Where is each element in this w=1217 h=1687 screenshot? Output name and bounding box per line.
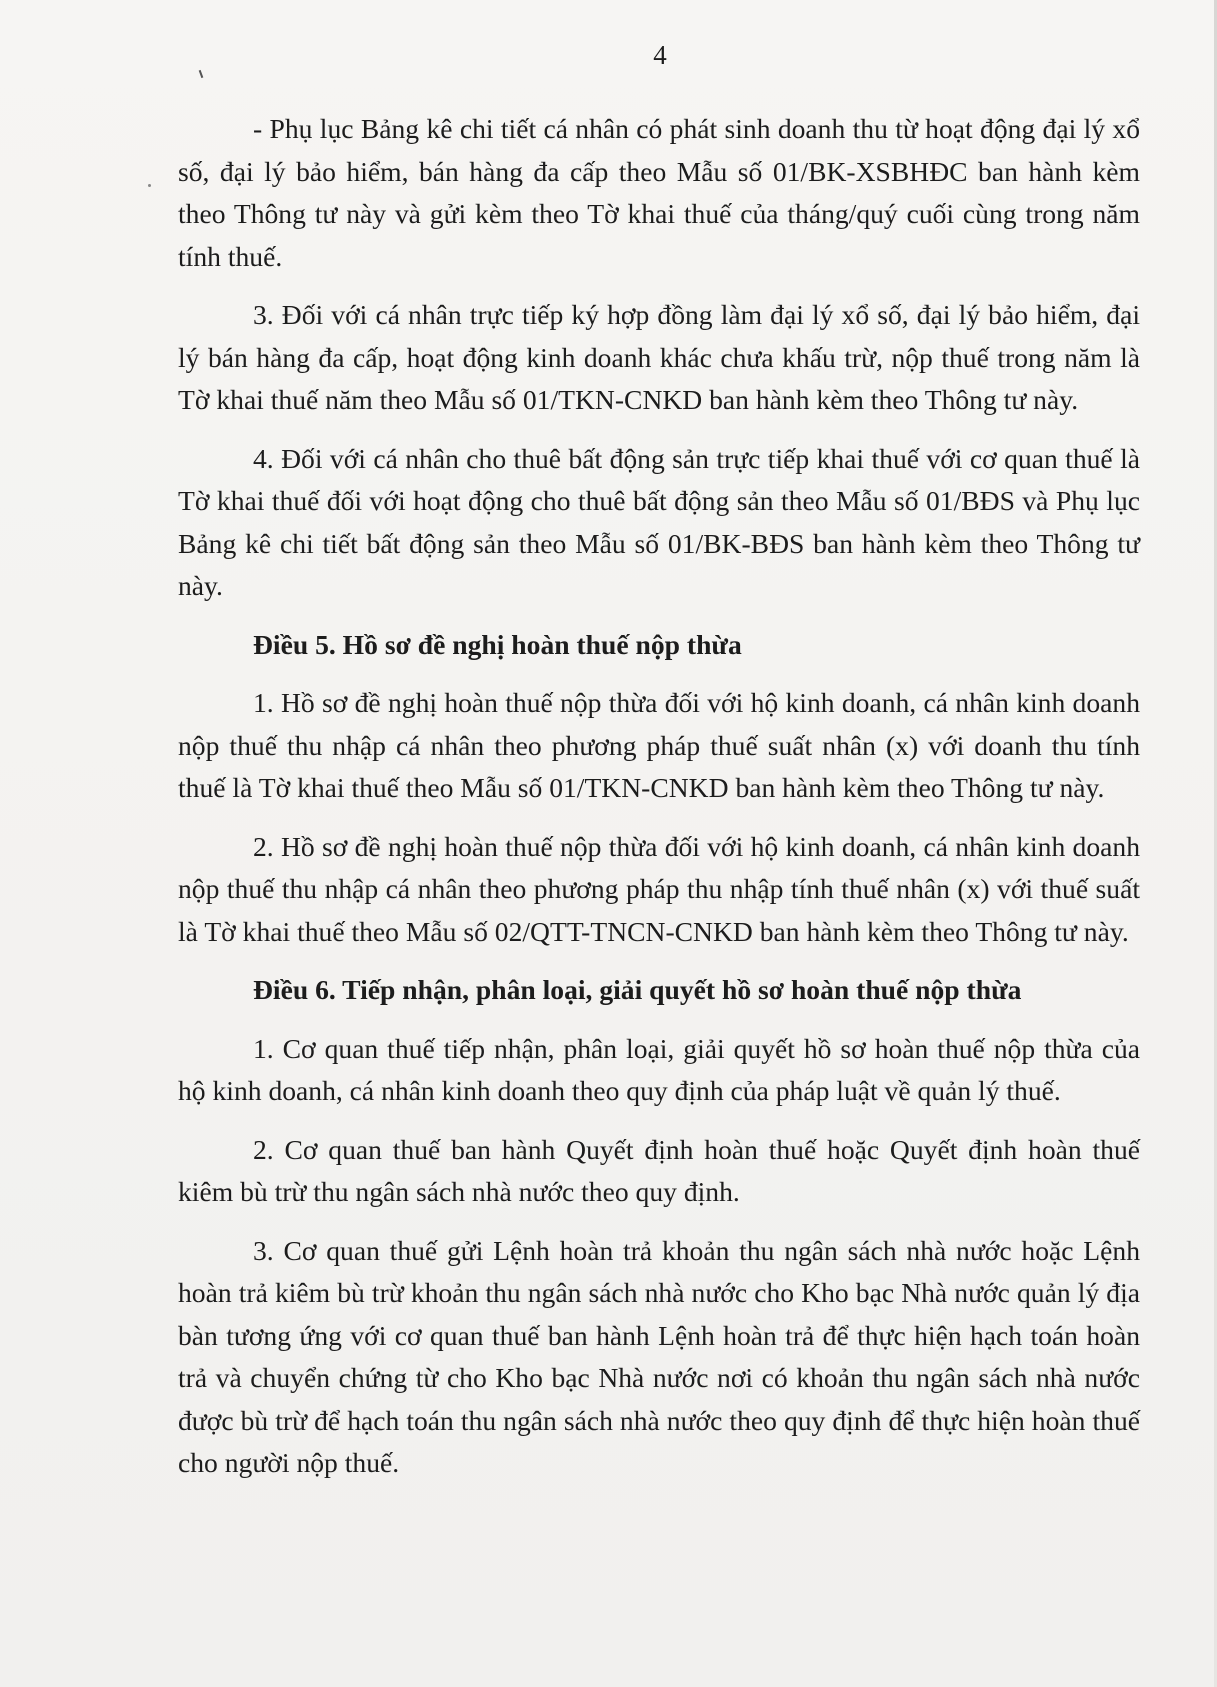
article-5-heading: Điều 5. Hồ sơ đề nghị hoàn thuế nộp thừa <box>253 628 742 660</box>
page-number: 4 <box>653 40 667 70</box>
paragraph-clause-3: 3. Đối với cá nhân trực tiếp ký hợp đồng làm đại lý xổ số, đại lý bảo hiểm, đại lý bán hàng đa cấp, hoạt động kinh doanh khác chưa khấu trừ, nộp thuế trong năm là Tờ khai thuế năm theo Mẫu số 01/TKN-CNKD ban hành kèm theo Thông tư này. <box>178 299 1140 415</box>
paragraph-article-6-clause-1: 1. Cơ quan thuế tiếp nhận, phân loại, giải quyết hồ sơ hoàn thuế nộp thừa của hộ kinh doanh, cá nhân kinh doanh theo quy định của pháp luật về quản lý thuế. <box>178 1032 1140 1106</box>
article-6-heading: Điều 6. Tiếp nhận, phân loại, giải quyết hồ sơ hoàn thuế nộp thừa <box>253 974 1022 1005</box>
paragraph-appendix-list: - Phụ lục Bảng kê chi tiết cá nhân có phát sinh doanh thu từ hoạt động đại lý xổ số, đại lý bảo hiểm, bán hàng đa cấp theo Mẫu số 01/BK-XSBHĐC ban hành kèm theo Thông tư này và gửi kèm theo Tờ khai thuế của tháng/quý cuối cùng trong năm tính thuế. <box>178 113 1140 272</box>
paragraph-article-6-clause-3: 3. Cơ quan thuế gửi Lệnh hoàn trả khoản thu ngân sách nhà nước hoặc Lệnh hoàn trả kiêm bù trừ khoản thu ngân sách nhà nước cho Kho bạc Nhà nước quản lý địa bàn tương ứng với cơ quan thuế ban hành Lệnh hoàn trả để thực hiện hạch toán hoàn trả và chuyển chứng từ cho Kho bạc Nhà nước nơi có khoản thu ngân sách nhà nước được bù trừ để hạch toán thu ngân sách nhà nước theo quy định để thực hiện hoàn thuế cho người nộp thuế. <box>178 1234 1140 1478</box>
paragraph-article-5-clause-2: 2. Hồ sơ đề nghị hoàn thuế nộp thừa đối với hộ kinh doanh, cá nhân kinh doanh nộp thuế thu nhập cá nhân theo phương pháp thu nhập tính thuế nhân (x) với thuế suất là Tờ khai thuế theo Mẫu số 02/QTT-TNCN-CNKD ban hành kèm theo Thông tư này. <box>178 830 1140 947</box>
scan-dot <box>148 184 151 187</box>
document-body <box>178 108 1140 1501</box>
scan-mark <box>199 70 204 78</box>
paragraph-article-6-clause-2: 2. Cơ quan thuế ban hành Quyết định hoàn thuế hoặc Quyết định hoàn thuế kiêm bù trừ thu ngân sách nhà nước theo quy định. <box>178 1133 1140 1207</box>
paragraph-clause-4: 4. Đối với cá nhân cho thuê bất động sản trực tiếp khai thuế với cơ quan thuế là Tờ khai thuế đối với hoạt động cho thuê bất động sản theo Mẫu số 01/BĐS và Phụ lục Bảng kê chi tiết bất động sản theo Mẫu số 01/BK-BĐS ban hành kèm theo Thông tư này. <box>178 442 1140 601</box>
paragraph-article-5-clause-1: 1. Hồ sơ đề nghị hoàn thuế nộp thừa đối với hộ kinh doanh, cá nhân kinh doanh nộp thuế thu nhập cá nhân theo phương pháp thuế suất nhân (x) với doanh thu tính thuế là Tờ khai thuế theo Mẫu số 01/TKN-CNKD ban hành kèm theo Thông tư này. <box>178 687 1140 803</box>
